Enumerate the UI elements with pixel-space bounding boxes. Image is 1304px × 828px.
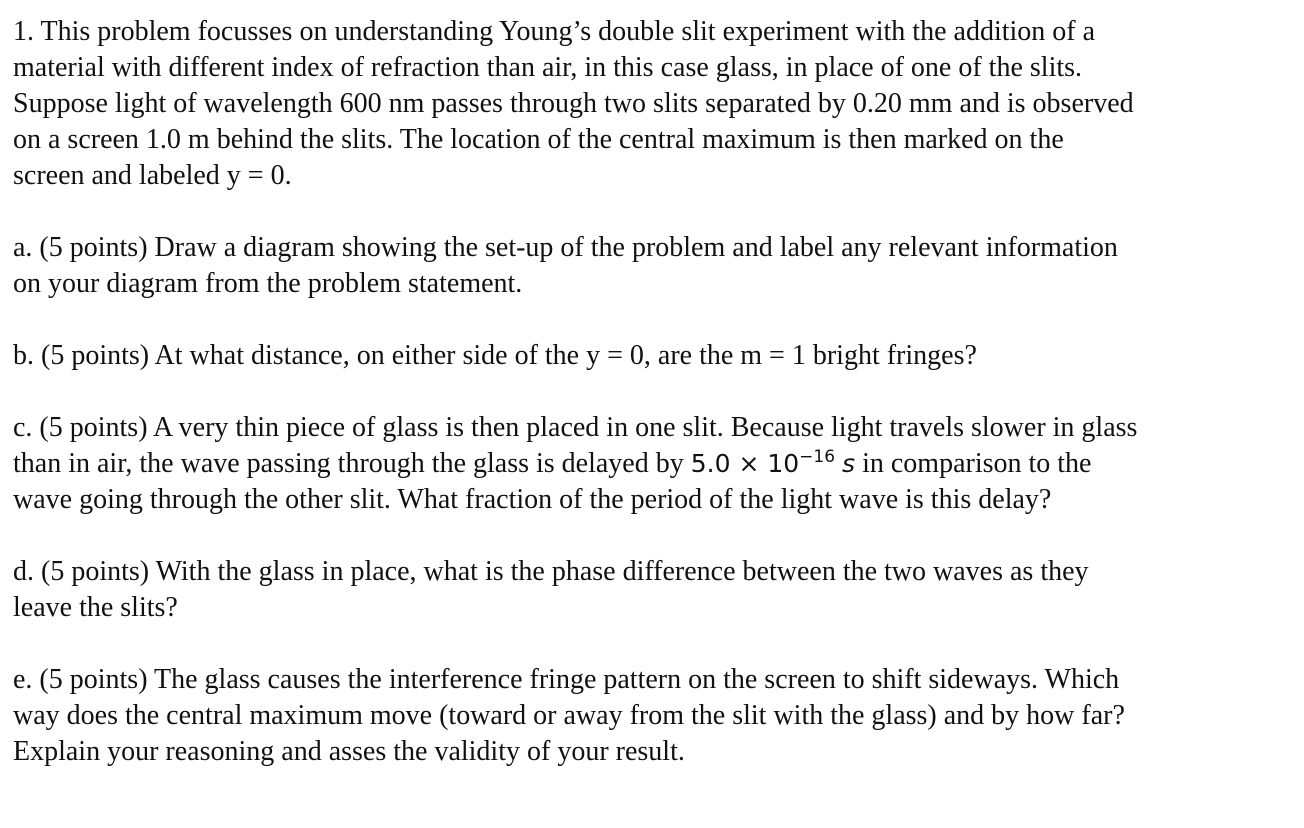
part-e-line: e. (5 points) The glass causes the interference fringe pattern on the screen to shift sideways. Which bbox=[13, 664, 1120, 695]
part-c-text-after: in comparison to the bbox=[855, 448, 1092, 479]
part-a-line: a. (5 points) Draw a diagram showing the set-up of the problem and label any relevant information bbox=[13, 232, 1118, 263]
part-e-line: way does the central maximum move (toward or away from the slit with the glass) and by how far? bbox=[13, 700, 1125, 731]
part-d-line: leave the slits? bbox=[13, 592, 178, 623]
part-c-line bbox=[13, 446, 1293, 482]
intro-line: 1. This problem focusses on understanding Young’s double slit experiment with the addition of a bbox=[13, 16, 1096, 47]
part-b bbox=[13, 338, 1293, 374]
part-c bbox=[13, 410, 1293, 518]
part-d bbox=[13, 554, 1293, 626]
part-e-line: Explain your reasoning and asses the validity of your result. bbox=[13, 736, 685, 767]
part-d-line: d. (5 points) With the glass in place, what is the phase difference between the two waves as they bbox=[13, 556, 1089, 587]
delay-value bbox=[691, 449, 835, 478]
part-e bbox=[13, 662, 1293, 770]
delay-mantissa: 5.0 × 10 bbox=[690, 449, 800, 478]
part-b-line: b. (5 points) At what distance, on either side of the y = 0, are the m = 1 bright fringes? bbox=[13, 340, 977, 371]
problem-intro bbox=[13, 14, 1293, 194]
delay-unit: s bbox=[842, 449, 856, 478]
part-c-text-before: than in air, the wave passing through the glass is delayed by bbox=[13, 448, 691, 479]
intro-line: material with different index of refraction than air, in this case glass, in place of one of the slits. bbox=[13, 52, 1083, 83]
part-c-line: c. (5 points) A very thin piece of glass is then placed in one slit. Because light travels slower in glass bbox=[13, 412, 1138, 443]
intro-line: Suppose light of wavelength 600 nm passes through two slits separated by 0.20 mm and is observed bbox=[13, 88, 1134, 119]
intro-line: screen and labeled y = 0. bbox=[13, 160, 292, 191]
part-a-line: on your diagram from the problem statement. bbox=[13, 268, 523, 299]
problem-document bbox=[13, 14, 1293, 770]
intro-line: on a screen 1.0 m behind the slits. The location of the central maximum is then marked on the bbox=[13, 124, 1064, 155]
part-c-line: wave going through the other slit. What fraction of the period of the light wave is this delay? bbox=[13, 484, 1052, 515]
part-a bbox=[13, 230, 1293, 302]
delay-exponent: −16 bbox=[799, 447, 836, 467]
